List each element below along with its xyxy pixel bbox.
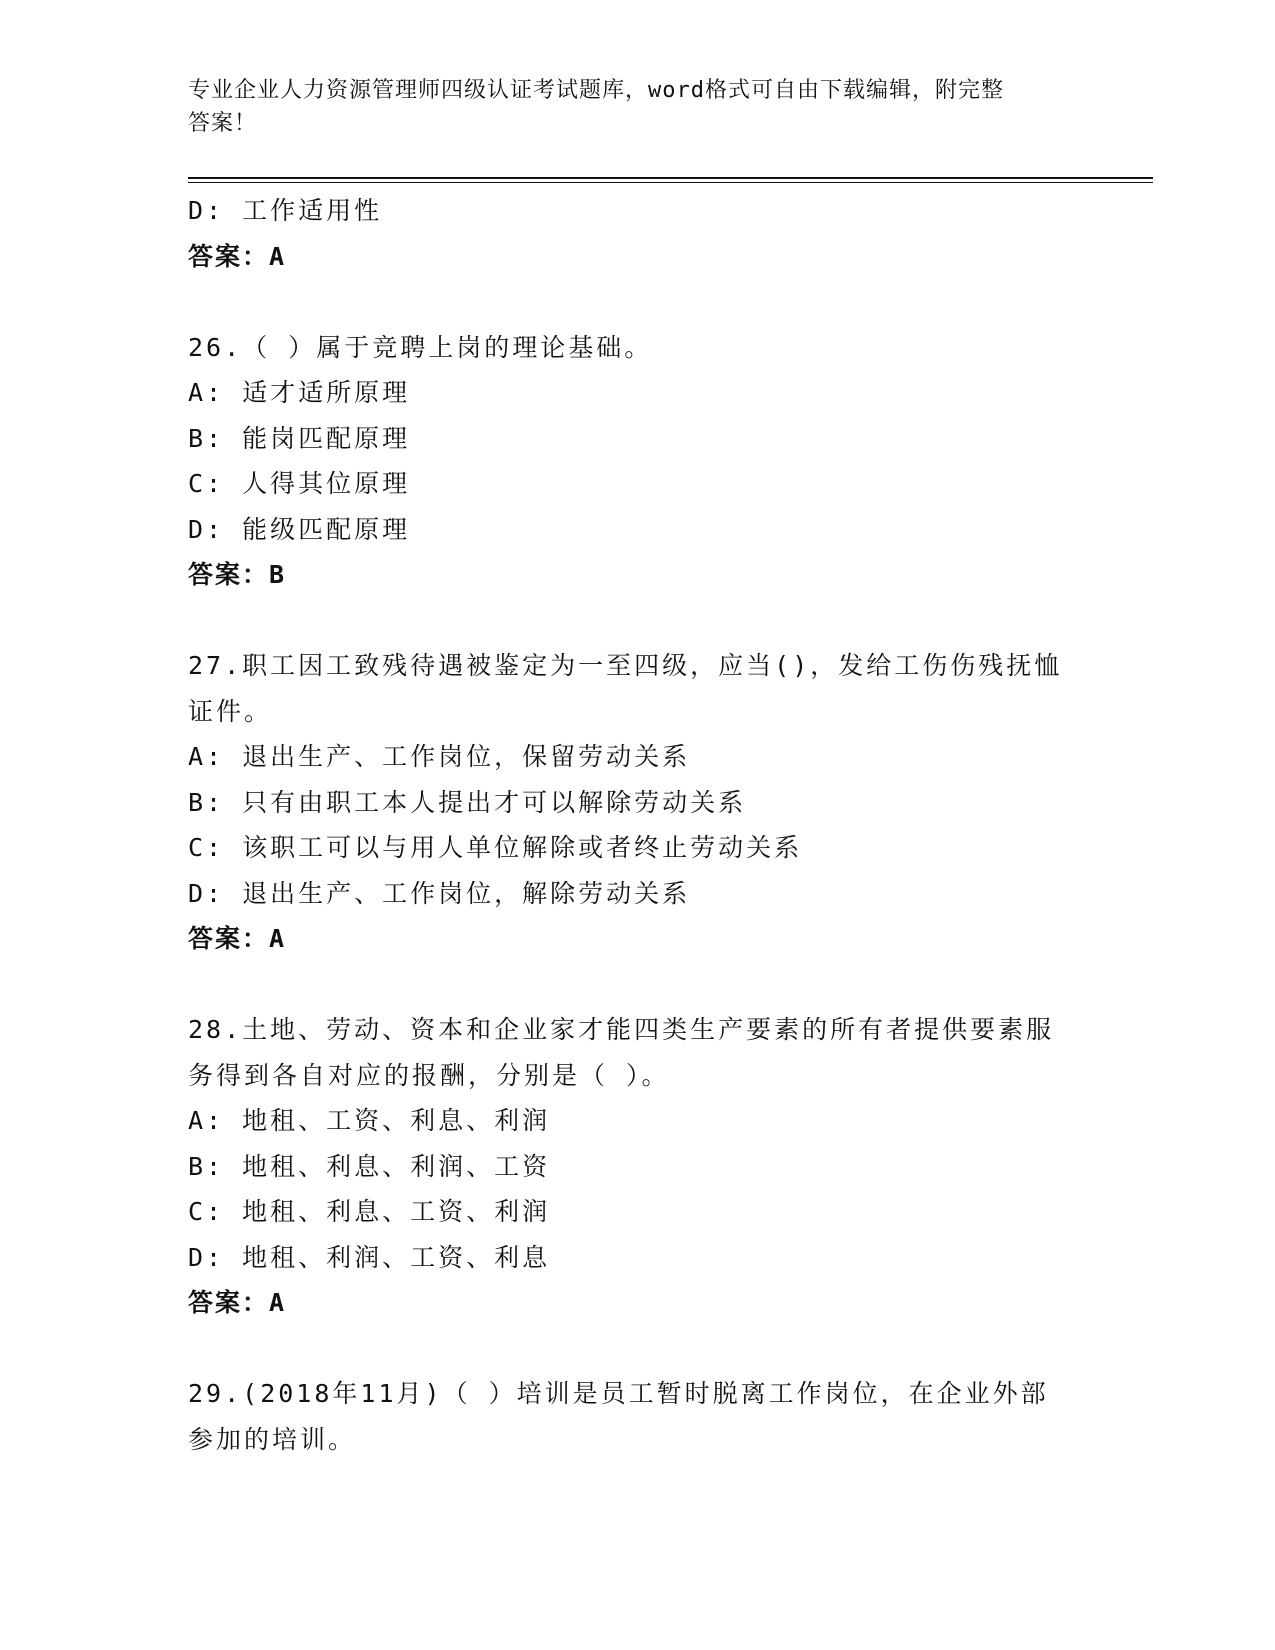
option-b: B: 只有由职工本人提出才可以解除劳动关系 xyxy=(188,787,747,817)
option-b: B: 能岗匹配原理 xyxy=(188,423,411,453)
option-d: D: 退出生产、工作岗位，解除劳动关系 xyxy=(188,878,691,908)
question-stem-cont: 参加的培训。 xyxy=(188,1424,357,1454)
option-d: D: 地租、利润、工资、利息 xyxy=(188,1242,551,1272)
option-d: D: 能级匹配原理 xyxy=(188,514,411,544)
option-a: A: 退出生产、工作岗位，保留劳动关系 xyxy=(188,742,691,771)
spacer xyxy=(188,598,1088,644)
header-line-2: 答案！ xyxy=(188,111,258,136)
spacer xyxy=(188,279,1088,325)
option-c: C: 地租、利息、工资、利润 xyxy=(188,1197,551,1226)
question-stem-cont: 务得到各自对应的报酬，分别是（ ）。 xyxy=(188,1060,670,1090)
answer: 答案：A xyxy=(188,1288,287,1317)
question-27 xyxy=(188,643,1088,962)
prev-answer: 答案：A xyxy=(188,241,287,271)
answer: 答案：A xyxy=(188,924,287,953)
question-28 xyxy=(188,1007,1088,1326)
spacer xyxy=(188,1326,1088,1372)
option-a: A: 地租、工资、利息、利润 xyxy=(188,1106,551,1135)
question-content xyxy=(188,188,1088,1462)
question-stem-cont: 证件。 xyxy=(188,696,273,726)
header-rule-thin xyxy=(188,182,1153,183)
question-stem: 28.土地、劳动、资本和企业家才能四类生产要素的所有者提供要素服 xyxy=(188,1015,1055,1044)
question-26 xyxy=(188,325,1088,598)
question-29 xyxy=(188,1371,1088,1462)
header-rule-thick xyxy=(188,177,1153,179)
question-stem: 27.职工因工致残待遇被鉴定为一至四级，应当()，发给工伤伤残抚恤 xyxy=(188,651,1063,680)
question-stem: 26.（ ）属于竞聘上岗的理论基础。 xyxy=(188,332,653,362)
option-c: C: 人得其位原理 xyxy=(188,469,411,498)
spacer xyxy=(188,962,1088,1008)
header-line-1: 专业企业人力资源管理师四级认证考试题库，word格式可自由下载编辑，附完整 xyxy=(188,78,1004,103)
option-c: C: 该职工可以与用人单位解除或者终止劳动关系 xyxy=(188,833,803,862)
question-stem: 29.(2018年11月)（ ）培训是员工暂时脱离工作岗位，在企业外部 xyxy=(188,1379,1049,1408)
page-header xyxy=(188,74,1088,140)
prev-option-d: D: 工作适用性 xyxy=(188,196,383,225)
answer: 答案：B xyxy=(188,560,287,589)
option-b: B: 地租、利息、利润、工资 xyxy=(188,1151,551,1181)
option-a: A: 适才适所原理 xyxy=(188,378,411,407)
